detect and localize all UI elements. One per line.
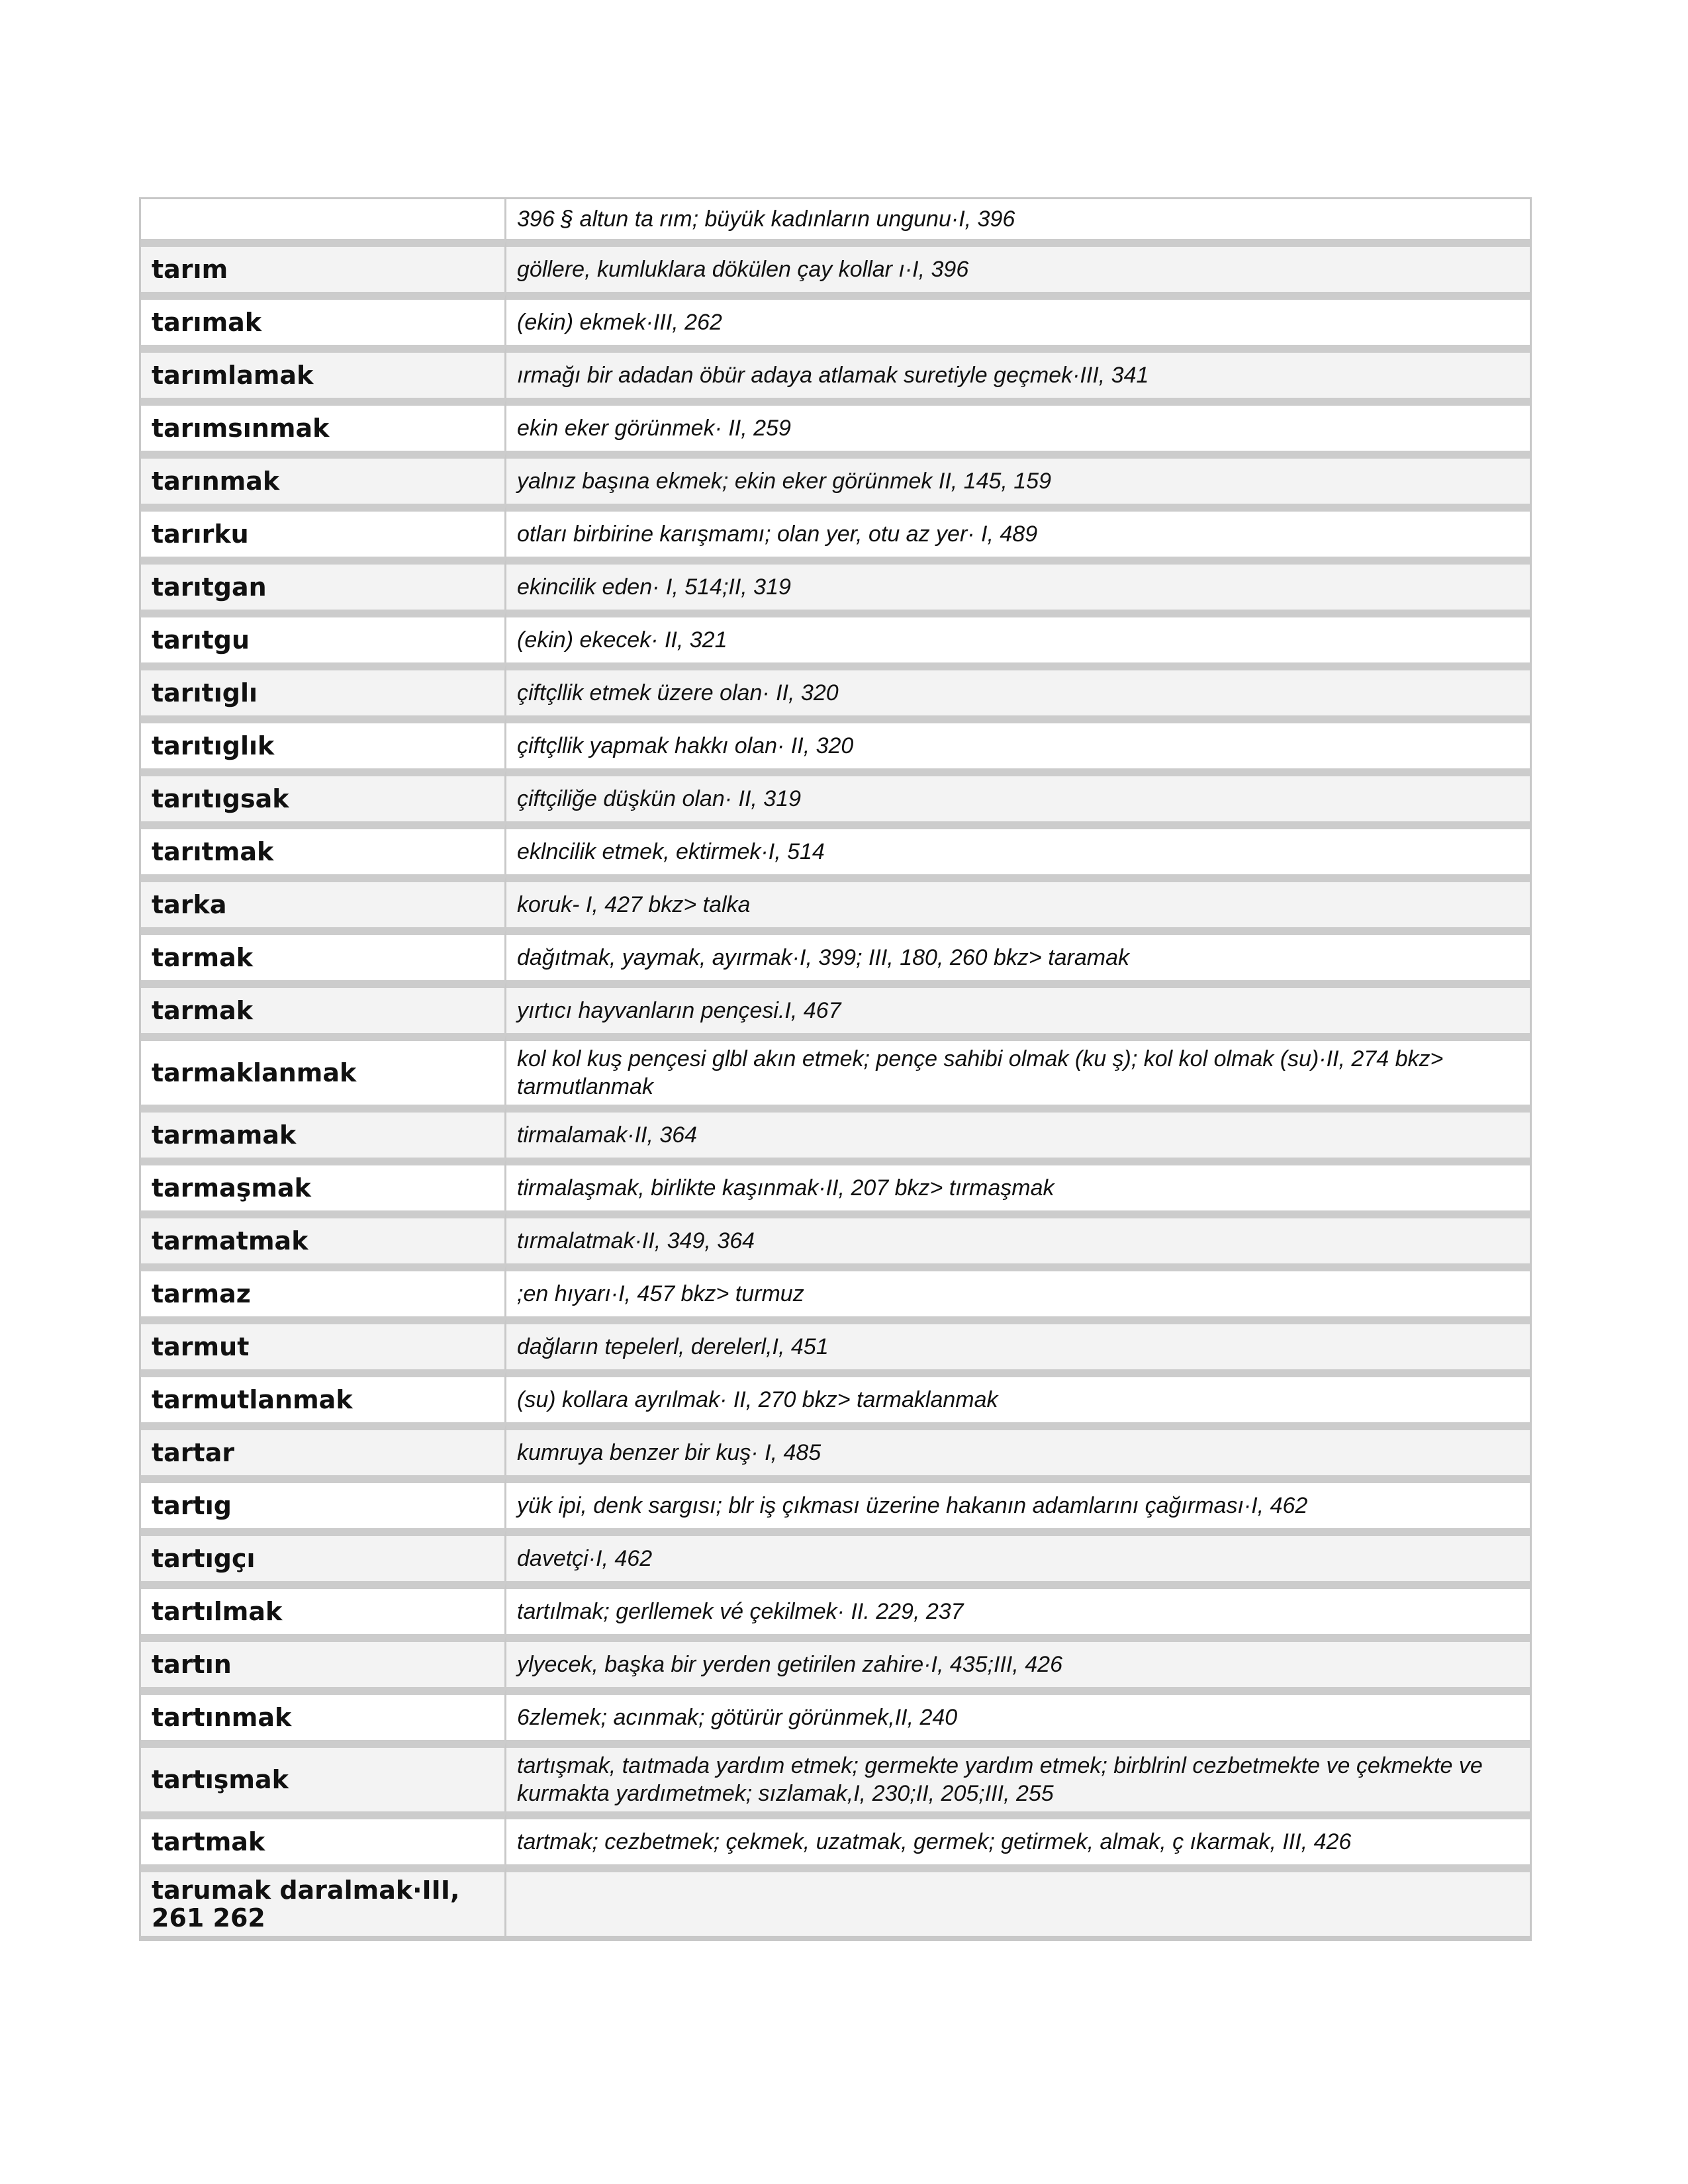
entry-term: tarımlamak xyxy=(141,345,506,398)
table-row xyxy=(141,1687,1530,1740)
entry-definition: eklncilik etmek, ektirmek·I, 514 xyxy=(506,821,1530,874)
table-row xyxy=(141,1263,1530,1316)
table-row xyxy=(141,980,1530,1033)
entry-term: tarmaz xyxy=(141,1263,506,1316)
entry-definition: ;en hıyarı·I, 457 bkz> turmuz xyxy=(506,1263,1530,1316)
entry-definition: yük ipi, denk sargısı; blr iş çıkması üzerine hakanın adamlarını çağırması·I, 462 xyxy=(506,1475,1530,1528)
table-row xyxy=(141,1422,1530,1475)
entry-term: tarmutlanmak xyxy=(141,1369,506,1422)
entry-definition: çiftçllik etmek üzere olan· II, 320 xyxy=(506,662,1530,715)
entry-definition: davetçi·I, 462 xyxy=(506,1528,1530,1581)
entry-term: tarımak xyxy=(141,292,506,345)
entry-term: tartar xyxy=(141,1422,506,1475)
entry-definition: ekin eker görünmek· II, 259 xyxy=(506,398,1530,451)
entry-definition: tartışmak, taıtmada yardım etmek; germekte yardım etmek; birblrinl cezbetmekte ve çekmekte ve kurmakta yardımetmek; sızlamak,I, 230;II, 205;III, 255 xyxy=(506,1740,1530,1811)
table-row xyxy=(141,1864,1530,1936)
entry-term: tarumak daralmak·III, 261 262 xyxy=(141,1864,506,1936)
entry-term: tarıtıglı xyxy=(141,662,506,715)
entry-term: tarmak xyxy=(141,980,506,1033)
entry-definition: yırtıcı hayvanların pençesi.I, 467 xyxy=(506,980,1530,1033)
entry-definition: yalnız başına ekmek; ekin eker görünmek II, 145, 159 xyxy=(506,451,1530,504)
table-row xyxy=(141,1581,1530,1634)
entry-term: tarmak xyxy=(141,927,506,980)
entry-definition: ylyecek, başka bir yerden getirilen zahire·I, 435;III, 426 xyxy=(506,1634,1530,1687)
entry-definition: (ekin) ekmek·III, 262 xyxy=(506,292,1530,345)
entry-term: tartıg xyxy=(141,1475,506,1528)
entry-definition: (su) kollara ayrılmak· II, 270 bkz> tarmaklanmak xyxy=(506,1369,1530,1422)
entry-definition: dağıtmak, yaymak, ayırmak·I, 399; III, 180, 260 bkz> taramak xyxy=(506,927,1530,980)
entry-definition: tartmak; cezbetmek; çekmek, uzatmak, germek; getirmek, almak, ç ıkarmak, III, 426 xyxy=(506,1811,1530,1864)
entry-definition: otları birbirine karışmamı; olan yer, otu az yer· I, 489 xyxy=(506,504,1530,557)
table-row xyxy=(141,1811,1530,1864)
entry-term: tarırku xyxy=(141,504,506,557)
entry-definition: kumruya benzer bir kuş· I, 485 xyxy=(506,1422,1530,1475)
table-row xyxy=(141,199,1530,239)
entry-definition: 396 § altun ta rım; büyük kadınların ungunu·I, 396 xyxy=(506,199,1530,239)
entry-term: tarıtıgsak xyxy=(141,768,506,821)
entry-definition: göllere, kumluklara dökülen çay kollar ı·I, 396 xyxy=(506,239,1530,292)
table-row xyxy=(141,768,1530,821)
entry-term: tarmaklanmak xyxy=(141,1033,506,1105)
entry-definition: tırmalatmak·II, 349, 364 xyxy=(506,1210,1530,1263)
entry-term: tarmaşmak xyxy=(141,1158,506,1210)
table-row xyxy=(141,345,1530,398)
entry-term: tarmatmak xyxy=(141,1210,506,1263)
table-row xyxy=(141,398,1530,451)
table-row xyxy=(141,662,1530,715)
entry-definition: çiftçllik yapmak hakkı olan· II, 320 xyxy=(506,715,1530,768)
entry-term: tarka xyxy=(141,874,506,927)
entry-definition: koruk- I, 427 bkz> talka xyxy=(506,874,1530,927)
table-row xyxy=(141,610,1530,662)
entry-definition: ekincilik eden· I, 514;II, 319 xyxy=(506,557,1530,610)
entry-term: tarınmak xyxy=(141,451,506,504)
entry-term: tartın xyxy=(141,1634,506,1687)
entry-term: tarıtıglık xyxy=(141,715,506,768)
table-row xyxy=(141,821,1530,874)
table-row xyxy=(141,1316,1530,1369)
entry-term: tarmut xyxy=(141,1316,506,1369)
table-row xyxy=(141,715,1530,768)
table-row xyxy=(141,1740,1530,1811)
entry-definition: çiftçiliğe düşkün olan· II, 319 xyxy=(506,768,1530,821)
entry-definition: ırmağı bir adadan öbür adaya atlamak suretiyle geçmek·III, 341 xyxy=(506,345,1530,398)
entry-term: tarımsınmak xyxy=(141,398,506,451)
table-row xyxy=(141,292,1530,345)
entry-term: tarmamak xyxy=(141,1105,506,1158)
entry-term: tartınmak xyxy=(141,1687,506,1740)
entry-term: tarıtgu xyxy=(141,610,506,662)
entry-definition: 6zlemek; acınmak; götürür görünmek,II, 240 xyxy=(506,1687,1530,1740)
table-row xyxy=(141,504,1530,557)
entry-definition xyxy=(506,1864,1530,1936)
table-row xyxy=(141,1105,1530,1158)
table-row xyxy=(141,1158,1530,1210)
table-row xyxy=(141,1528,1530,1581)
entry-definition: tirmalamak·II, 364 xyxy=(506,1105,1530,1158)
entry-term: tartıgçı xyxy=(141,1528,506,1581)
table-row xyxy=(141,1634,1530,1687)
table-row xyxy=(141,1369,1530,1422)
entry-term: tartılmak xyxy=(141,1581,506,1634)
entry-term: tarım xyxy=(141,239,506,292)
table-row xyxy=(141,1033,1530,1105)
table-row xyxy=(141,239,1530,292)
glossary-table xyxy=(139,197,1532,1941)
entry-term xyxy=(141,199,506,239)
entry-term: tartışmak xyxy=(141,1740,506,1811)
table-row xyxy=(141,1210,1530,1263)
table-row xyxy=(141,874,1530,927)
table-row xyxy=(141,927,1530,980)
entry-definition: kol kol kuş pençesi glbl akın etmek; pençe sahibi olmak (ku ş); kol kol olmak (su)·II, 274 bkz> tarmutlanmak xyxy=(506,1033,1530,1105)
glossary-body xyxy=(141,199,1530,1936)
entry-definition: (ekin) ekecek· II, 321 xyxy=(506,610,1530,662)
entry-term: tartmak xyxy=(141,1811,506,1864)
table-row xyxy=(141,557,1530,610)
table-row xyxy=(141,1475,1530,1528)
entry-term: tarıtgan xyxy=(141,557,506,610)
entry-definition: tartılmak; gerllemek vé çekilmek· II. 229, 237 xyxy=(506,1581,1530,1634)
table-row xyxy=(141,451,1530,504)
entry-term: tarıtmak xyxy=(141,821,506,874)
entry-definition: tirmalaşmak, birlikte kaşınmak·II, 207 bkz> tırmaşmak xyxy=(506,1158,1530,1210)
entry-definition: dağların tepelerl, derelerl,I, 451 xyxy=(506,1316,1530,1369)
